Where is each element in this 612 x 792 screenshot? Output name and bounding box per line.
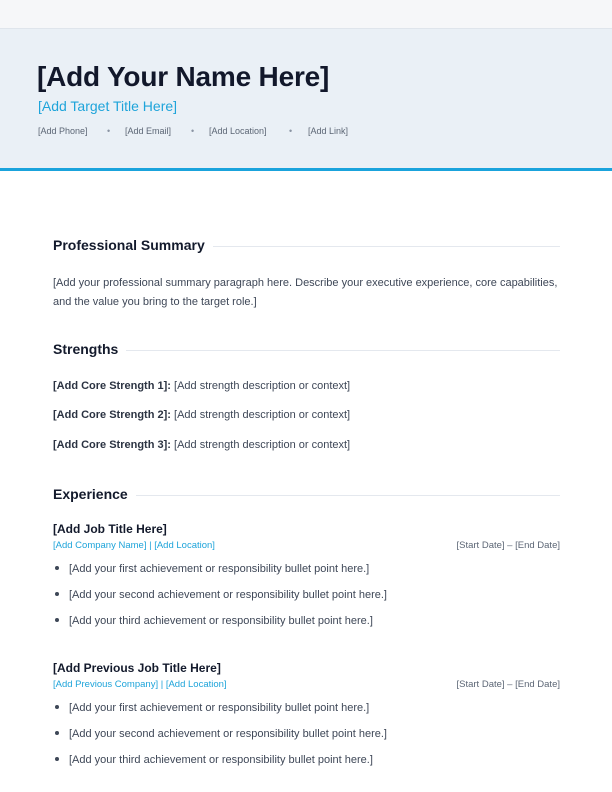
contact-separator: •: [107, 126, 111, 136]
strength-item: [53, 380, 560, 392]
job-bullet: [53, 728, 387, 740]
strength-description: [Add strength description or context]: [170, 439, 351, 451]
target-title: [Add Target Title Here]: [38, 98, 178, 114]
bullet-dot: [55, 705, 59, 709]
bullet-text: [Add your third achievement or responsibility bullet point here.]: [69, 754, 373, 766]
experience-heading: Experience: [53, 486, 136, 502]
resume-header: [0, 28, 612, 171]
contact-email: [Add Email]: [125, 126, 172, 136]
bullet-text: [Add your third achievement or responsibility bullet point here.]: [69, 615, 373, 627]
strengths-heading: Strengths: [53, 341, 126, 357]
job-title: [Add Previous Job Title Here]: [53, 661, 221, 675]
summary-paragraph: [Add your professional summary paragraph here. Describe your executive experience, core capabilities, and the value you bring to the target role.]: [53, 277, 558, 308]
summary-heading: Professional Summary: [53, 237, 213, 253]
candidate-name: [Add Your Name Here]: [37, 61, 330, 92]
job-bullet: [53, 615, 373, 627]
job-dates: [Start Date] – [End Date]: [456, 679, 560, 690]
bullet-dot: [55, 566, 59, 570]
contact-separator: •: [289, 126, 293, 136]
bullet-text: [Add your first achievement or responsibility bullet point here.]: [69, 702, 370, 714]
bullet-dot: [55, 731, 59, 735]
bullet-dot: [55, 757, 59, 761]
strength-label: [Add Core Strength 3]:: [53, 439, 171, 451]
bullet-dot: [55, 618, 59, 622]
job-bullet: [53, 754, 373, 766]
job-bullet: [53, 702, 369, 714]
job-title: [Add Job Title Here]: [53, 522, 167, 536]
summary-section-heading: [53, 237, 560, 255]
strength-description: [Add strength description or context]: [170, 409, 351, 421]
contact-link: [Add Link]: [308, 126, 349, 136]
strength-item: [53, 409, 560, 421]
top-margin: [0, 0, 612, 28]
job-company-location: [Add Company Name] | [Add Location]: [53, 540, 215, 551]
job-company-location: [Add Previous Company] | [Add Location]: [53, 679, 227, 690]
experience-section-heading: [53, 486, 560, 504]
strength-item: [53, 439, 560, 451]
contact-phone: [Add Phone]: [38, 126, 88, 136]
job-bullet: [53, 589, 387, 601]
bullet-text: [Add your first achievement or responsibility bullet point here.]: [69, 563, 370, 575]
bullet-text: [Add your second achievement or responsibility bullet point here.]: [69, 728, 387, 740]
strength-label: [Add Core Strength 2]:: [53, 409, 171, 421]
strength-description: [Add strength description or context]: [170, 380, 351, 392]
job-bullet: [53, 563, 369, 575]
job-dates: [Start Date] – [End Date]: [456, 540, 560, 551]
strength-label: [Add Core Strength 1]:: [53, 380, 171, 392]
contact-separator: •: [191, 126, 195, 136]
strengths-section-heading: [53, 341, 560, 359]
section-divider: [53, 350, 560, 351]
contact-location: [Add Location]: [209, 126, 267, 136]
bullet-text: [Add your second achievement or responsibility bullet point here.]: [69, 589, 387, 601]
bullet-dot: [55, 592, 59, 596]
